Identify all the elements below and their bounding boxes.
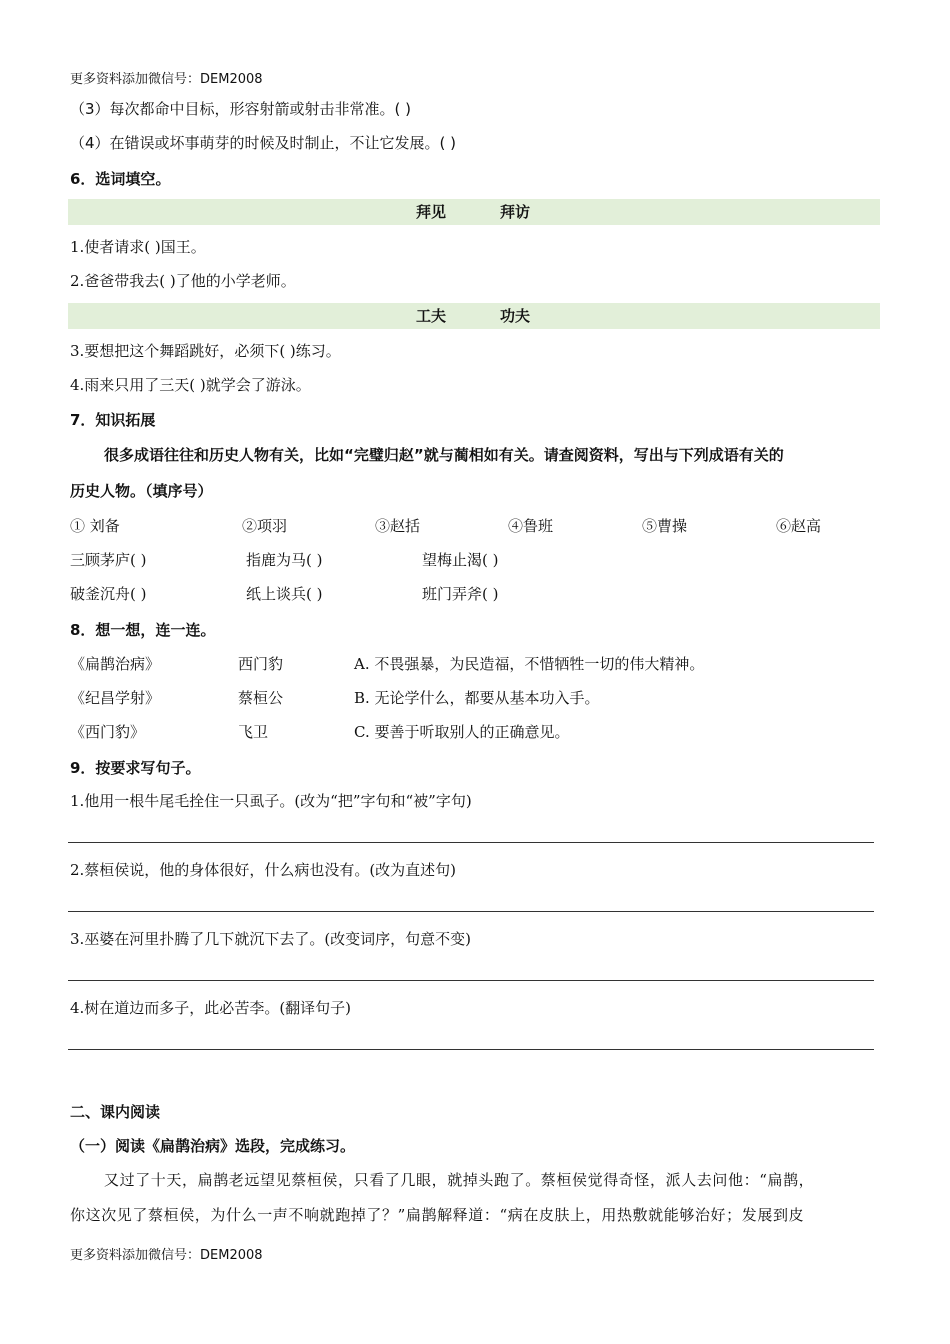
q8-row [70,722,880,742]
story-title: 《扁鹊治病》 [70,655,161,673]
q7-options [70,516,880,536]
answer-line [68,980,874,981]
q9-item-2: 2.蔡桓侯说，他的身体很好，什么病也没有。(改为直述句) [70,861,457,879]
q5-item-3: （3）每次都命中目标，形容射箭或射击非常准。( ) [70,100,412,118]
section-title: 二、课内阅读 [70,1103,161,1121]
answer-line [68,842,874,843]
q6-item-1: 1.使者请求( )国王。 [70,238,206,256]
q7-title: 7．知识拓展 [70,411,156,429]
q6-item-2: 2.爸爸带我去( )了他的小学老师。 [70,272,296,290]
reading-subtitle: （一）阅读《扁鹊治病》选段，完成练习。 [70,1137,356,1155]
option: ④鲁班 [508,517,554,535]
meaning-text: A. 不畏强暴，为民造福，不惜牺牲一切的伟大精神。 [354,655,705,673]
option: ⑤曹操 [642,517,688,535]
q9-item-3: 3.巫婆在河里扑腾了几下就沉下去了。(改变词序，句意不变) [70,930,472,948]
reading-paragraph-line: 你这次见了蔡桓侯，为什么一声不响就跑掉了？”扁鹊解释道：“病在皮肤上，用热敷就能够治好；发展到皮 [70,1206,805,1224]
idiom-blank: 三顾茅庐( ) [70,551,147,569]
option: ②项羽 [242,517,288,535]
answer-line [68,911,874,912]
story-title: 《纪昌学射》 [70,689,161,707]
word-option: 功夫 [500,307,531,325]
q6-item-3: 3.要想把这个舞蹈跳好，必须下( )练习。 [70,342,341,360]
reading-paragraph-line: 又过了十天，扁鹊老远望见蔡桓侯，只看了几眼，就掉头跑了。蔡桓侯觉得奇怪，派人去问他：“扁鹊， [104,1171,815,1189]
q7-description: 很多成语往往和历史人物有关，比如“完璧归赵”就与蔺相如有关。请查阅资料，写出与下列成语有关的 [104,446,784,464]
q7-description-cont: 历史人物。（填序号） [70,482,213,500]
meaning-text: B. 无论学什么，都要从基本功入手。 [354,689,600,707]
story-title: 《西门豹》 [70,723,146,741]
person-name: 蔡桓公 [238,689,284,707]
q9-item-4: 4.树在道边而多子，此必苦李。(翻译句子) [70,999,352,1017]
idiom-blank: 纸上谈兵( ) [246,585,323,603]
q8-title: 8．想一想，连一连。 [70,621,216,639]
idiom-blank: 破釜沉舟( ) [70,585,147,603]
q6-item-4: 4.雨来只用了三天( )就学会了游泳。 [70,376,311,394]
idiom-blank: 望梅止渴( ) [422,551,499,569]
word-option: 拜见 [416,203,447,221]
q8-row [70,654,880,674]
answer-line [68,1049,874,1050]
option: ⑥赵高 [776,517,822,535]
q8-row [70,688,880,708]
idiom-blank: 班门弄斧( ) [422,585,499,603]
q6-title: 6．选词填空。 [70,170,171,188]
page-footer: 更多资料添加微信号：DEM2008 [70,1248,263,1263]
word-option: 拜访 [500,203,531,221]
q9-item-1: 1.他用一根牛尾毛拴住一只虱子。(改为“把”字句和“被”字句) [70,792,472,810]
word-choice-band-2 [68,303,880,329]
word-option: 工夫 [416,307,447,325]
q9-title: 9．按要求写句子。 [70,759,201,777]
q7-idiom-row-1 [70,550,880,570]
person-name: 飞卫 [238,723,269,741]
page-header: 更多资料添加微信号：DEM2008 [70,72,263,87]
meaning-text: C. 要善于听取别人的正确意见。 [354,723,570,741]
option: ③赵括 [375,517,421,535]
word-choice-band-1 [68,199,880,225]
person-name: 西门豹 [238,655,284,673]
idiom-blank: 指鹿为马( ) [246,551,323,569]
option: ① 刘备 [70,517,120,535]
q5-item-4: （4）在错误或坏事萌芽的时候及时制止，不让它发展。( ) [70,134,457,152]
q7-idiom-row-2 [70,584,880,604]
